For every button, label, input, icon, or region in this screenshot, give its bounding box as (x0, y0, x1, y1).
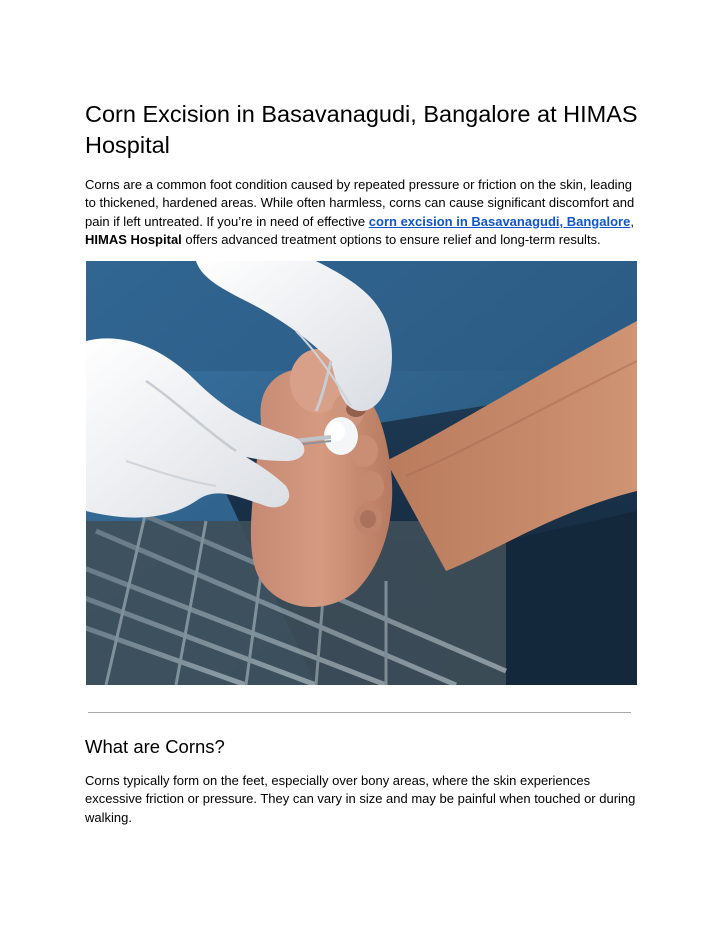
hospital-name: HIMAS Hospital (85, 231, 182, 247)
section-paragraph: Corns typically form on the feet, especially over bony areas, where the skin experiences excessive friction or pressure. They can vary in size and may be painful when touched or during walking. (85, 773, 636, 825)
corn-excision-photo (86, 261, 637, 685)
section-divider (88, 712, 631, 713)
corn-excision-link[interactable]: corn excision in Basavanagudi, Bangalore (368, 213, 631, 229)
intro-comma: , (630, 213, 634, 229)
intro-paragraph (85, 176, 640, 249)
intro-text: Corns are a common foot condition caused by repeated pressure or friction on the skin, leading to thickened, hardened areas. While often harmless, corns can cause significant discomfort and pain if left untreated. If you’re in need of effective (85, 177, 635, 229)
section-heading: What are Corns? (85, 736, 225, 757)
intro-text-end: offers advanced treatment options to ensure relief and long-term results. (181, 231, 601, 247)
page-title: Corn Excision in Basavanagudi, Bangalore at HIMAS Hospital (85, 101, 638, 158)
